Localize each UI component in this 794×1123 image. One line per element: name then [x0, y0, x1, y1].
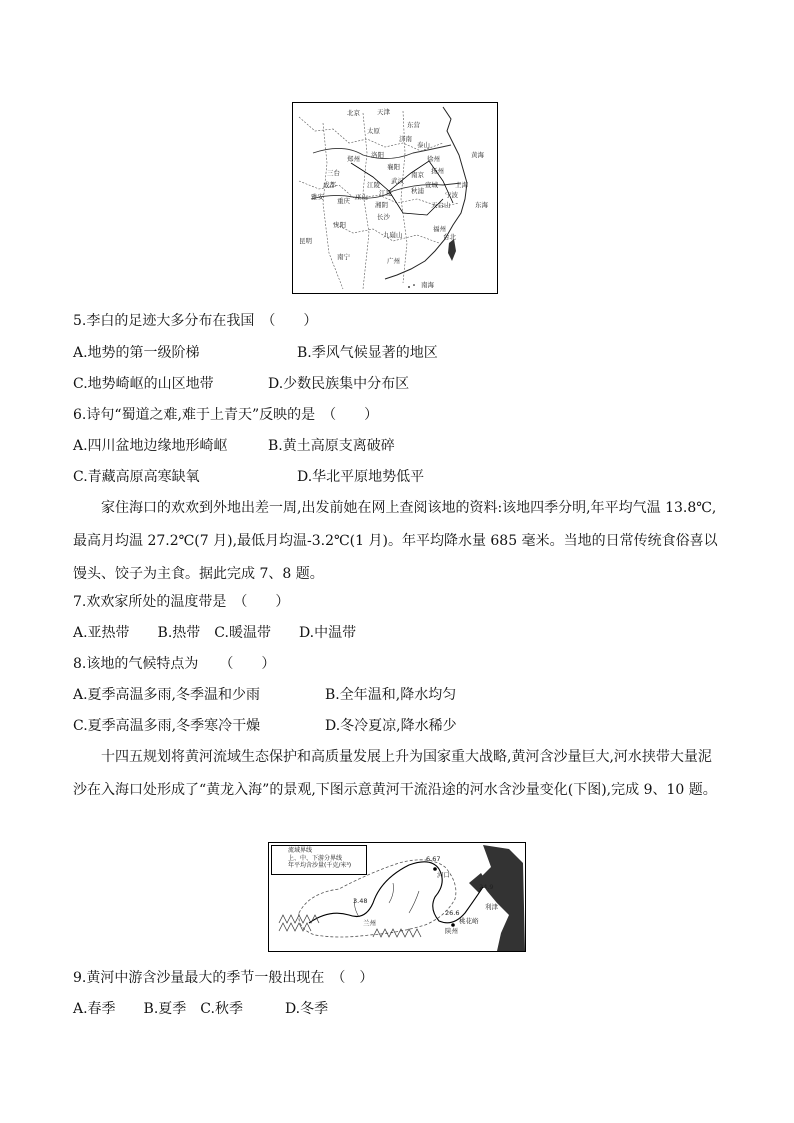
map1-label: 黄海 [471, 151, 484, 159]
map1-label: 北京 [347, 109, 360, 117]
place-label: 河口 [437, 871, 450, 879]
map1-label: 九嶷山 [383, 231, 403, 239]
place-label: 陕州 [445, 927, 458, 935]
map1-label: 成都 [323, 181, 336, 189]
question-5-option-b: B.季风气候显著的地区 [297, 345, 438, 361]
place-label: 桃花峪 [459, 917, 479, 925]
question-8-option-d: D.冬冷夏凉,降水稀少 [325, 718, 457, 734]
legend-reach-division: 上、中、下游分界线 [288, 854, 343, 862]
map1-label: 东海 [475, 201, 488, 209]
question-5-option-d: D.少数民族集中分布区 [268, 376, 410, 392]
map1-label: 江夏 [379, 189, 392, 197]
map-legend [271, 845, 367, 875]
map1-label: 郑州 [347, 155, 360, 163]
legend-sediment: 年平均含沙量(千克/米³) [288, 862, 352, 869]
question-5-option-c: C.地势崎岖的山区地带 [73, 376, 214, 392]
map1-label: 三台 [327, 169, 340, 177]
map1-label: 徐州 [427, 155, 440, 163]
question-7-options: A.亚热带 B.热带 C.暖温带 D.中温带 [73, 625, 357, 641]
map1-label: 秋浦 [411, 187, 424, 195]
map1-label: 雅安 [311, 193, 324, 201]
map1-label: 济南 [399, 135, 412, 143]
map1-label: 武汉 [391, 177, 404, 185]
map1-label: 南海 [421, 281, 434, 289]
place-label: 兰州 [363, 919, 376, 927]
question-6-option-c: C.青藏高原高寒缺氧 [73, 469, 200, 485]
question-5-stem: 5.李白的足迹大多分布在我国 （ ） [73, 313, 318, 329]
map1-label: 宣城 [425, 181, 438, 189]
map1-label: 湘阴 [375, 201, 388, 209]
map1-label: 广州 [387, 257, 400, 265]
map1-label: 南宁 [337, 253, 350, 261]
question-6-option-a: A.四川盆地边缘地形崎岖 [73, 438, 228, 454]
question-7-stem: 7.欢欢家所处的温度带是 （ ） [73, 594, 290, 610]
sediment-value: 6.67 [426, 855, 441, 863]
map1-label: 江陵 [367, 181, 380, 189]
map1-label: 天津 [377, 108, 390, 116]
question-5-option-a: A.地势的第一级阶梯 [73, 345, 200, 361]
map1-label: 襄阳 [387, 163, 400, 171]
question-9-options: A.春季 B.夏季 C.秋季 D.冬季 [73, 1001, 329, 1017]
map1-label: 巫山 [355, 193, 368, 201]
map1-label: 东营 [407, 121, 420, 129]
legend-basin-boundary: 流域界线 [288, 847, 313, 854]
map1-label: 台北 [443, 233, 456, 241]
map1-label: 上海 [455, 181, 468, 189]
sediment-value: 3.48 [353, 897, 368, 905]
map1-label: 长沙 [377, 213, 390, 221]
map1-label: 南京 [411, 171, 424, 179]
map1-label: 昆明 [299, 237, 312, 245]
li-bai-footprint-map [292, 102, 498, 294]
map1-label: 重庆 [337, 197, 350, 205]
passage-7-8: 家住海口的欢欢到外地出差一周,出发前她在网上查阅该地的资料:该地四季分明,年平均气温 13.8℃,最高月均温 27.2℃(7 月),最低月均温-3.2℃(1 月)。年平均降水量 685 毫米。当地的日常传统食俗喜以馒头、饺子为主食。据此完成 7、8 题。 [73, 500, 718, 582]
map1-label: 宁波 [445, 191, 458, 199]
question-8-stem: 8.该地的气候特点为 （ ） [73, 656, 276, 672]
place-label: 利津 [485, 903, 498, 911]
sediment-value: 24.9 [479, 883, 494, 891]
question-6-option-d: D.华北平原地势低平 [297, 469, 425, 485]
map1-label: 贵阳 [333, 221, 346, 229]
passage-9-10: 十四五规划将黄河流域生态保护和高质量发展上升为国家重大战略,黄河含沙量巨大,河水挟带大量泥沙在入海口处形成了“黄龙入海”的景观,下图示意黄河干流沿途的河水含沙量变化(下图),完成 9、10 题。 [73, 749, 717, 798]
sediment-value: 26.6 [445, 909, 460, 917]
question-6-option-b: B.黄土高原支离破碎 [268, 438, 395, 454]
li-bai-map-svg [293, 103, 498, 294]
map1-label: 泰山 [417, 141, 430, 149]
question-8-option-b: B.全年温和,降水均匀 [325, 687, 457, 703]
question-8-option-a: A.夏季高温多雨,冬季温和少雨 [73, 687, 261, 703]
map1-label: 扬州 [431, 167, 444, 175]
question-8-option-c: C.夏季高温多雨,冬季寒冷干燥 [73, 718, 261, 734]
question-9-stem: 9.黄河中游含沙量最大的季节一般出现在 （ ） [73, 970, 374, 986]
question-6-stem: 6.诗句“蜀道之难,难于上青天”反映的是 （ ） [73, 407, 379, 423]
map1-label: 福州 [433, 225, 446, 233]
map1-label: 洛阳 [371, 151, 384, 159]
yellow-river-sediment-map [268, 842, 526, 952]
map1-label: 太原 [367, 127, 380, 135]
map1-label: 天台山 [431, 201, 451, 209]
